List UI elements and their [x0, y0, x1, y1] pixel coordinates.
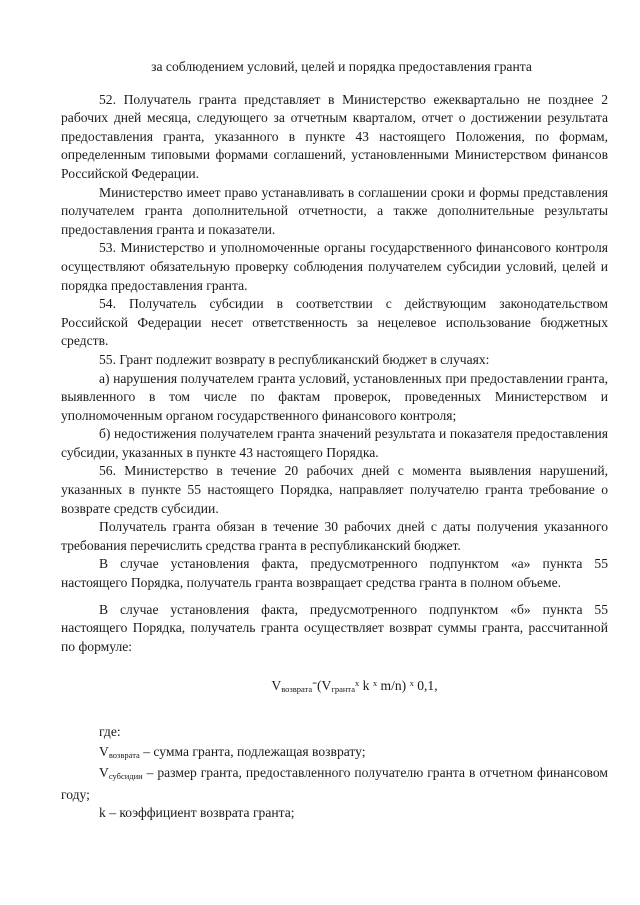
refund-formula: $V_{возврата}^=(V_{гранта}^x$ k $^x$ m/n) $^x$ 0,1,	[271, 678, 438, 695]
definition-v-refund: $V_{возврата}$ – сумма гранта, подлежащая возврату;	[99, 743, 366, 760]
paragraph-55-a: а) нарушения получателем гранта условий, установленных при предоставлении гранта, выявленного в том числе по фактам проверок, проведенных Министерством и уполномоченным органом государственного финансового контроля;	[61, 370, 608, 423]
paragraph-52: 52. Получатель гранта представляет в Министерство ежеквартально не позднее 2 рабочих дней месяца, следующего за отчетным кварталом, отчет о достижении результата предоставления гранта, указанного в пункте 43 настоящего Положения, по формам, определенным типовыми формами соглашений, установленными Министерством финансов Российской Федерации.	[61, 91, 608, 181]
paragraph-55: 55. Грант подлежит возврату в республиканский бюджет в случаях:	[99, 351, 490, 367]
paragraph-case-a: В случае установления факта, предусмотренного подпунктом «а» пункта 55 настоящего Порядка, получатель гранта возвращает средства гранта в полном объеме.	[61, 556, 608, 591]
definition-v-subsidy: $V_{субсидии}$ – размер гранта, предоставленного получателю гранта в отчетном финансовом году;	[61, 765, 608, 802]
paragraph-case-b: В случае установления факта, предусмотренного подпунктом «б» пункта 55 настоящего Порядка, получатель гранта осуществляет возврат суммы гранта, рассчитанной по формуле:	[61, 601, 608, 654]
section-heading: за соблюдением условий, целей и порядка предоставления гранта	[151, 59, 532, 74]
paragraph-53: 53. Министерство и уполномоченные органы государственного финансового контроля осуществляют обязательную проверку соблюдения получателем субсидии условий, целей и порядка предоставления гранта.	[61, 240, 608, 293]
paragraph-52-rights: Министерство имеет право устанавливать в соглашении сроки и формы представления получателем гранта дополнительной отчетности, а также дополнительные результаты предоставления гранта и показатели.	[61, 184, 608, 237]
paragraph-55-b: б) недостижения получателем гранта значений результата и показателя предоставления субсидии, указанных в пункте 43 настоящего Порядка.	[61, 426, 608, 460]
paragraph-56-deadline: Получатель гранта обязан в течение 30 рабочих дней с даты получения указанного требования перечислить средства гранта в республиканский бюджет.	[61, 519, 608, 553]
where-label: где:	[99, 724, 121, 739]
paragraph-54: 54. Получатель субсидии в соответствии с действующим законодательством Российской Федерации несет ответственность за нецелевое использование бюджетных средств.	[61, 296, 608, 349]
paragraph-56: 56. Министерство в течение 20 рабочих дней с момента выявления нарушений, указанных в пункте 55 настоящего Порядка, направляет получателю гранта требование о возврате средств субсидии.	[61, 463, 608, 516]
definition-k: k – коэффициент возврата гранта;	[99, 805, 295, 821]
